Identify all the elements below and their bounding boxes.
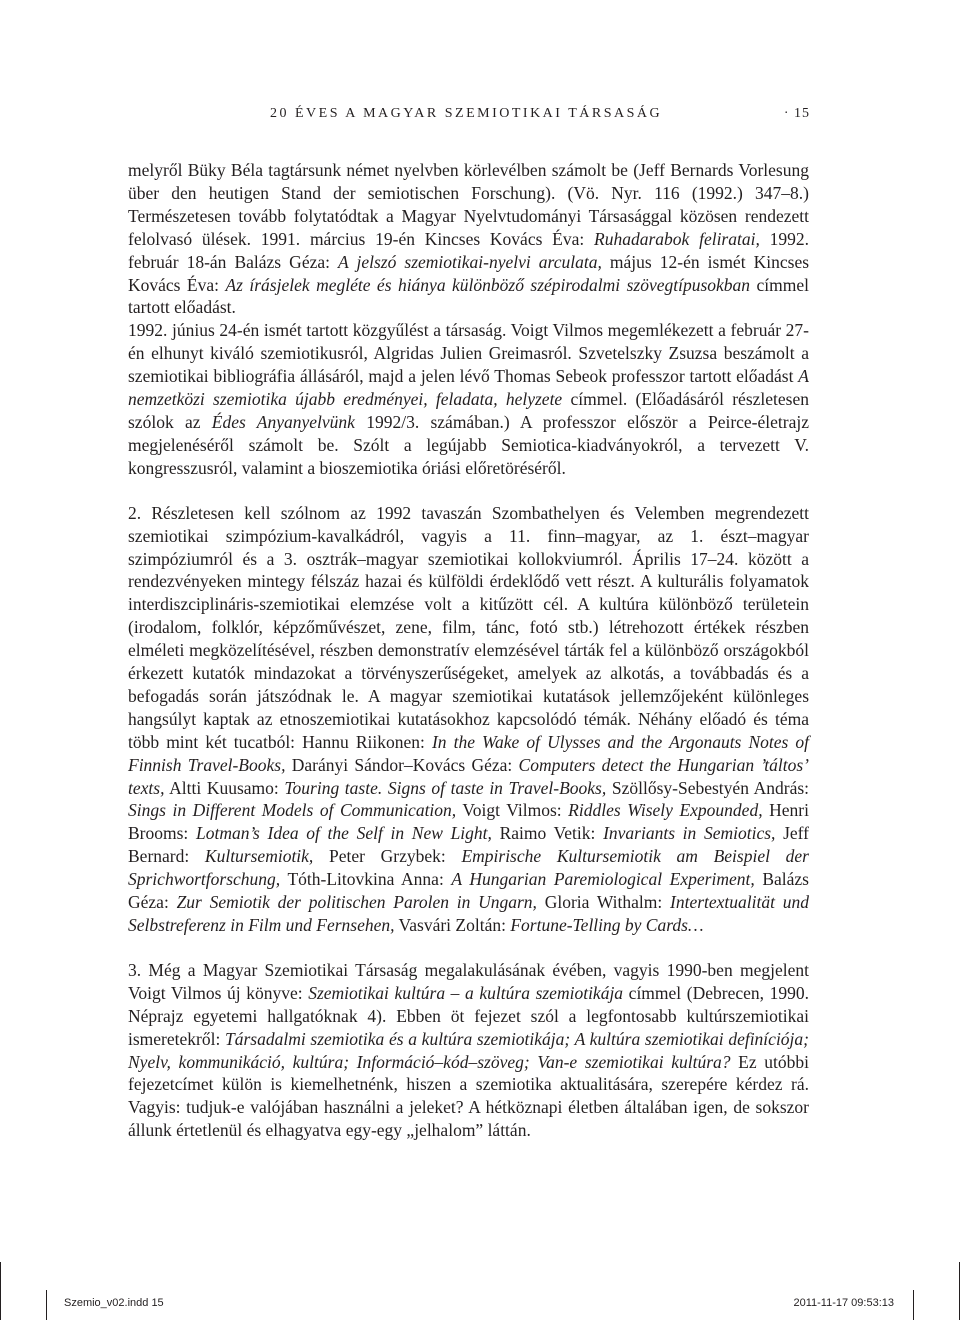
text-run: Henri Brooms:	[128, 800, 809, 844]
text-run: 2. Részletesen kell szólnom az 1992 tavaszán Szombathelyen és Velemben megrendezett szemiotikai szimpózium-kavalkádról, vagyis a 11. finn–magyar, az 1. észt–magyar szimpóziumról és a 3. osztrák–magyar szemiotikai kollokviumról. Április 17–24. között a rendezvényeken mintegy félszáz hazai és külföldi érdeklődő vett részt. A kulturális folyamatok interdiszciplináris-szemiotikai elemzése volt a kitűzött cél. A kultúra különböző területein (irodalom, folklór, képzőművészet, zene, film, tánc, fotó stb.) létrehozott értékek részben elméleti megközelítésével, részben demonstratív elemzésével tárták fel a különböző országokból érkezett kutatók mindazokat a törvényszerűségeket, amelyek az alkotás, a továbbadás és a befogadás során játszódnak le. A magyar szemiotikai kutatások jellemzőjeként különleges hangsúlyt kaptak az etnoszemiotikai kutatásokhoz kapcsolódó témák. Néhány előadó és téma több mint két tucatból: Hannu Riikonen:	[128, 502, 809, 752]
paragraph-4	[128, 959, 809, 1142]
text-run: Peter Grzybek:	[313, 846, 462, 867]
italic-title: A jelszó szemiotikai-nyelvi arculata,	[338, 251, 602, 272]
text-run: Szöllősy-Sebestyén András:	[606, 777, 810, 798]
page-number: · 15	[783, 106, 810, 121]
italic-title: Sings in Different Models of Communication,	[128, 800, 457, 821]
print-timestamp: 2011-11-17 09:53:13	[793, 1297, 894, 1309]
italic-title: Szemiotikai kultúra – a kultúra szemiotikája	[308, 982, 624, 1003]
text-run: melyről Büky Béla tagtársunk német nyelvben körlevélben számolt be (Jeff Bernards Vorlesung über den heutigen Stand der semiotischen Forschung). (Vö. Nyr. 116 (1992.) 347–8.) Természetesen tovább folytatódtak a Magyar Nyelvtudományi Társasággal közösen rendezett felolvasó ülések. 1991. március 19-én Kincses Kovács Éva:	[128, 160, 809, 249]
italic-title: Kultursemiotik,	[204, 846, 314, 867]
italic-title: Invariants in Semiotics,	[603, 823, 776, 844]
text-run: Vasvári Zoltán:	[394, 915, 511, 935]
paragraph-2	[128, 319, 809, 479]
italic-title: Computers detect the Hungarian ’táltos’ texts,	[128, 754, 810, 798]
italic-title: Édes Anyanyelvünk	[211, 411, 355, 432]
text-run: május 12-én ismét Kincses Kovács Éva:	[128, 251, 810, 295]
text-run: címmel tartott előadást.	[128, 274, 809, 318]
text-run: Voigt Vilmos:	[456, 800, 569, 821]
italic-title: Riddles Wisely Expounded,	[568, 800, 763, 821]
italic-title: A nemzetközi szemiotika újabb eredményei, feladata, helyzete	[128, 366, 809, 410]
paragraph-3	[128, 502, 809, 937]
text-run: 1992/3. számában.) A professzor először a Peirce-életrajz megjelenéséről számolt be. Szólt a legújabb Semiotica-kiadványokról, a tervezett V. kongresszusról, valamint a bioszemiotika óriási előretöréséről.	[128, 411, 809, 478]
italic-title: Zur Semiotik der politischen Parolen in Ungarn,	[176, 892, 537, 913]
text-run: Altti Kuusamo:	[164, 777, 285, 798]
text-run: Balázs Géza:	[128, 869, 809, 913]
italic-title: A Hungarian Paremiological Experiment,	[451, 869, 755, 890]
italic-title: Társadalmi szemiotika és a kultúra szemiotikája; A kultúra szemiotikai definíciója; Nyelv, kommunikáció, kultúra; Információ–kód–szöveg; Van-e szemiotikai kultúra?	[128, 1028, 809, 1072]
text-run: Raimo Vetik:	[491, 823, 604, 844]
text-run: 1992. február 18-án Balázs Géza:	[128, 228, 809, 272]
italic-title: In the Wake of Ulysses and the Argonauts Notes of Finnish Travel-Books,	[128, 731, 809, 775]
text-run: Darányi Sándor–Kovács Géza:	[285, 754, 519, 775]
italic-title: Intertextualität und Selbstreferenz in Film und Fernsehen,	[128, 892, 809, 935]
paragraph-1	[128, 159, 809, 319]
crop-mark	[46, 1290, 47, 1320]
body-text	[128, 159, 809, 1142]
text-run: címmel (Debrecen, 1990. Néprajz egyetemi hallgatóknak 4). Ebben öt fejezet szól a legfontosabb kultúrszemiotikai ismeretekről:	[128, 982, 809, 1049]
file-slug: Szemio_v02.indd 15	[64, 1297, 164, 1309]
text-run: Ez utóbbi fejezetcímet külön is kiemelhetnénk, hiszen a szemiotika aktualitására, szerepére kérdez rá. Vagyis: tudjuk-e valójában használni a jeleket? A hétköznapi életben általában igen, de sokszor állunk értetlenül és elhagyatva egy-egy „jelhalom” láttán.	[128, 1051, 809, 1141]
italic-title: Ruhadarabok feliratai,	[594, 228, 760, 249]
running-title: 20 ÉVES A MAGYAR SZEMIOTIKAI TÁRSASÁG	[270, 106, 663, 121]
italic-title: Touring taste. Signs of taste in Travel-Books,	[284, 777, 607, 798]
text-run: Tóth-Litovkina Anna:	[280, 869, 452, 890]
text-run: 3. Még a Magyar Szemiotikai Társaság megalakulásának évében, vagyis 1990-ben megjelent Voigt Vilmos új könyve:	[128, 959, 809, 1003]
crop-mark	[0, 1262, 1, 1320]
italic-title: Az írásjelek megléte és hiánya különböző szépirodalmi szövegtípusokban	[225, 274, 751, 295]
text-run: 1992. június 24-én ismét tartott közgyűlést a társaság. Voigt Vilmos megemlékezett a február 27-én elhunyt kiváló szemiotikusról, Algridas Julien Greimasról. Szvetelszky Zsuzsa beszámolt a szemiotikai bibliográfia állásáról, majd a jelen lévő Thomas Sebeok professzor tartott előadást	[128, 320, 809, 387]
text-run: Jeff Bernard:	[128, 823, 810, 867]
text-run: Gloria Withalm:	[536, 892, 670, 913]
italic-title: Empirische Kultursemiotik am Beispiel der Sprichwortforschung,	[128, 846, 809, 890]
text-run: címmel. (Előadásáról részletesen szólok az	[128, 389, 809, 432]
italic-title: Lotman’s Idea of the Self in New Light,	[195, 823, 492, 844]
italic-title: Fortune-Telling by Cards…	[510, 915, 704, 935]
crop-mark	[913, 1290, 914, 1320]
